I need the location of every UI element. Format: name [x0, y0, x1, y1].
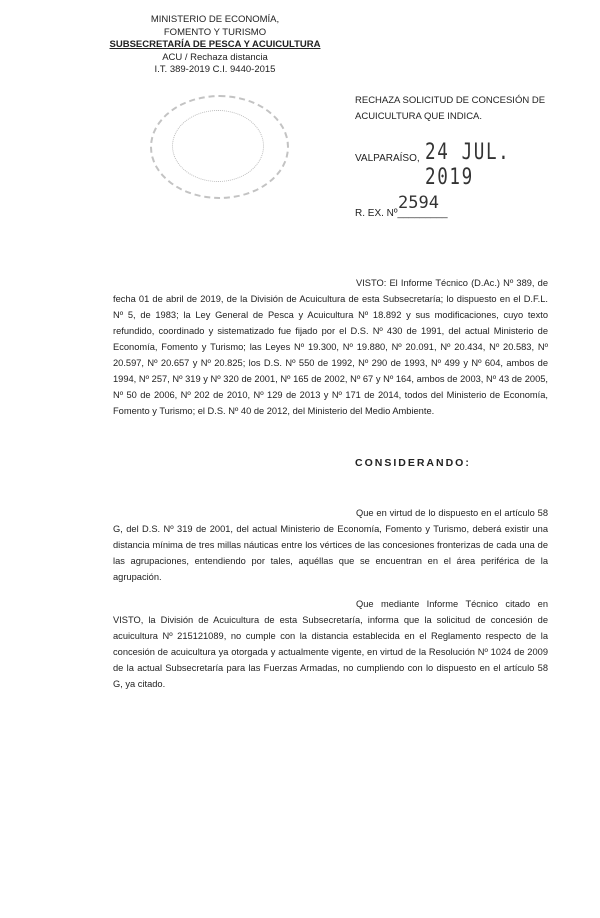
document-header — [100, 14, 330, 77]
considerando-text-2: Que mediante Informe Técnico citado en VISTO, la División de Acuicultura de esta Subsecretaría, informa que la solicitud de concesión de acuicultura Nº 215121089, no cumple con la distancia establecida en el Reglamento respecto de la concesión de acuicultura ya otorgada y actualmente vigente, en virtud de la Resolución Nº 1024 de 2009 de la actual Subsecretaría para las Fuerzas Armadas, no cumpliendo con lo dispuesto en el artículo 58 G, ya citado. — [113, 599, 548, 689]
considerando-paragraph-1 — [113, 505, 548, 585]
handwritten-date-stamp: 24 JUL. 2019 — [425, 140, 511, 190]
place-label: VALPARAÍSO, — [355, 153, 420, 164]
document-subject: RECHAZA SOLICITUD DE CONCESIÓN DE ACUICULTURA QUE INDICA. — [355, 95, 546, 122]
official-stamp-inner — [172, 110, 264, 182]
resolution-label: R. EX. Nº_________ — [355, 208, 448, 219]
resolution-number: 2594 — [398, 193, 439, 213]
visto-text: VISTO: El Informe Técnico (D.Ac.) Nº 389, de fecha 01 de abril de 2019, de la División de Acuicultura de esta Subsecretaría; lo dispuesto en el D.F.L. Nº 5, de 1983; la Ley General de Pesca y Acuicultura Nº 18.892 y sus modificaciones, cuyo texto refundido, coordinado y sistematizado fue fijado por el D.S. Nº 430 de 1991, del actual Ministerio de Economía, Fomento y Turismo; las Leyes Nº 19.300, Nº 19.880, Nº 20.091, Nº 20.434, Nº 20.583, Nº 20.597, Nº 20.657 y Nº 20.825; los D.S. Nº 550 de 1992, Nº 290 de 1993, Nº 499 y Nº 604, ambos de 1994, Nº 257, Nº 319 y Nº 320 de 2001, Nº 165 de 2002, Nº 67 y Nº 164, ambos de 2003, Nº 43 de 2005, Nº 50 de 2006, Nº 202 de 2010, Nº 129 de 2013 y Nº 171 de 2014, todos del Ministerio de Economía, Fomento y Turismo; el D.S. Nº 40 de 2012, del Ministerio del Medio Ambiente. — [113, 278, 548, 416]
header-ministry-2: FOMENTO Y TURISMO — [163, 26, 267, 38]
considerando-heading: CONSIDERANDO: — [355, 457, 471, 469]
header-file-number: I.T. 389-2019 C.I. 9440-2015 — [154, 64, 276, 75]
considerando-paragraph-2 — [113, 596, 548, 692]
header-reference: ACU / Rechaza distancia — [162, 51, 268, 63]
header-subsecretaria: SUBSECRETARÍA DE PESCA Y ACUICULTURA — [109, 39, 321, 50]
header-ministry: MINISTERIO DE ECONOMÍA, — [150, 14, 280, 25]
considerando-text-1: Que en virtud de lo dispuesto en el artículo 58 G, del D.S. Nº 319 de 2001, del actual Ministerio de Economía, Fomento y Turismo, deberá existir una distancia mínima de tres millas náuticas entre los vértices de las concesiones fronterizas de cada una de las agrupaciones, entendiendo por tales, aquéllas que se encuentran en el área periférica de la agrupación. — [113, 508, 548, 582]
visto-paragraph — [113, 275, 548, 419]
